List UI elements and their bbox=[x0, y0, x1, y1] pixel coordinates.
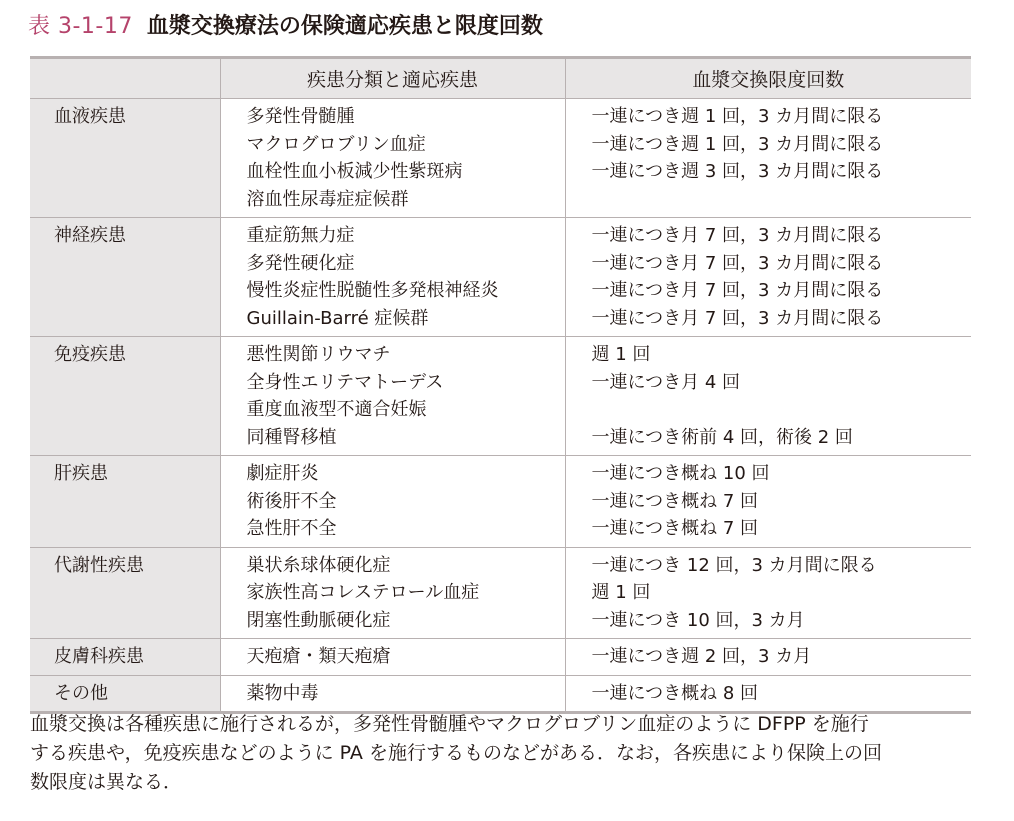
limit-text: 週 1 回 bbox=[591, 582, 651, 603]
disease-name: Guillain-Barré 症候群 bbox=[246, 307, 429, 329]
insurance-table bbox=[30, 56, 971, 714]
category-label: 肝疾患 bbox=[54, 463, 108, 484]
disease-name: 慢性炎症性脱髄性多発根神経炎 bbox=[246, 280, 499, 301]
table-title-text: 血漿交換療法の保険適応疾患と限度回数 bbox=[146, 14, 543, 39]
limit-text: 一連につき概ね 10 回 bbox=[591, 463, 770, 484]
table-row bbox=[30, 675, 971, 713]
disease-name: 急性肝不全 bbox=[246, 518, 337, 539]
table-row bbox=[30, 456, 971, 548]
table-row bbox=[30, 218, 971, 337]
header-diseases: 疾患分類と適応疾患 bbox=[220, 58, 565, 99]
table-row bbox=[30, 639, 971, 676]
limit-cell bbox=[565, 547, 971, 639]
disease-cell bbox=[220, 639, 565, 676]
limit-text: 一連につき週 3 回，3 カ月間に限る bbox=[591, 161, 884, 182]
disease-name: 重症筋無力症 bbox=[246, 225, 355, 246]
limit-text: 一連につき概ね 7 回 bbox=[591, 490, 759, 512]
limit-cell bbox=[565, 639, 971, 676]
limit-text: 一連につき週 2 回，3 カ月 bbox=[591, 646, 812, 667]
caption-line: 血漿交換は各種疾患に施行されるが，多発性骨髄腫やマクログロブリン血症のように DFPP を施行 bbox=[30, 713, 869, 735]
limit-cell bbox=[565, 99, 971, 218]
disease-name: 閉塞性動脈硬化症 bbox=[246, 609, 391, 631]
disease-cell bbox=[220, 456, 565, 548]
limit-text: 一連につき術前 4 回，術後 2 回 bbox=[591, 426, 853, 448]
disease-name: 多発性骨髄腫 bbox=[246, 106, 355, 127]
disease-cell bbox=[220, 547, 565, 639]
disease-cell bbox=[220, 218, 565, 337]
disease-name: 溶血性尿毒症症候群 bbox=[246, 188, 409, 210]
limit-text bbox=[592, 186, 972, 214]
limit-text: 一連につき週 1 回，3 カ月間に限る bbox=[591, 133, 884, 155]
disease-name: 重度血液型不適合妊娠 bbox=[246, 399, 427, 420]
disease-name: 多発性硬化症 bbox=[246, 252, 355, 274]
disease-name: 劇症肝炎 bbox=[246, 463, 319, 484]
limit-text: 一連につき月 7 回，3 カ月間に限る bbox=[591, 307, 884, 329]
table-row bbox=[30, 99, 971, 218]
category-cell bbox=[30, 456, 220, 548]
caption-line: 数限度は異なる． bbox=[30, 771, 183, 793]
disease-name: 全身性エリテマトーデス bbox=[246, 371, 444, 393]
category-label: 皮膚科疾患 bbox=[54, 646, 144, 667]
category-cell bbox=[30, 337, 220, 456]
limit-text: 一連につき月 7 回，3 カ月間に限る bbox=[591, 252, 884, 274]
category-cell bbox=[30, 639, 220, 676]
disease-name: 巣状糸球体硬化症 bbox=[246, 554, 391, 576]
disease-name: 家族性高コレステロール血症 bbox=[246, 582, 480, 603]
header-limits: 血漿交換限度回数 bbox=[565, 58, 971, 99]
disease-cell bbox=[220, 99, 565, 218]
limit-text: 一連につき 12 回，3 カ月間に限る bbox=[591, 554, 877, 576]
table-body bbox=[30, 99, 971, 713]
limit-cell bbox=[565, 456, 971, 548]
limit-text: 一連につき月 7 回，3 カ月間に限る bbox=[591, 280, 884, 301]
limit-text: 一連につき月 7 回，3 カ月間に限る bbox=[591, 225, 884, 246]
disease-name: 血栓性血小板減少性紫斑病 bbox=[246, 161, 463, 182]
limit-text: 一連につき概ね 7 回 bbox=[591, 518, 759, 539]
table-number: 表 3-1-17 bbox=[28, 14, 133, 39]
limit-text: 一連につき月 4 回 bbox=[591, 371, 741, 393]
category-cell bbox=[30, 99, 220, 218]
disease-name: マクログロブリン血症 bbox=[246, 133, 426, 155]
category-cell bbox=[30, 218, 220, 337]
limit-text: 一連につき概ね 8 回 bbox=[591, 682, 759, 704]
category-cell bbox=[30, 547, 220, 639]
limit-text: 週 1 回 bbox=[591, 344, 651, 365]
disease-name: 術後肝不全 bbox=[246, 490, 337, 512]
limit-cell bbox=[565, 675, 971, 713]
table-title bbox=[28, 12, 543, 42]
category-cell bbox=[30, 675, 220, 713]
disease-name: 同種腎移植 bbox=[246, 426, 337, 448]
table-row bbox=[30, 547, 971, 639]
limit-text bbox=[592, 396, 972, 424]
limit-cell bbox=[565, 218, 971, 337]
disease-cell bbox=[220, 337, 565, 456]
disease-name: 悪性関節リウマチ bbox=[246, 344, 391, 365]
disease-cell bbox=[220, 675, 565, 713]
limit-cell bbox=[565, 337, 971, 456]
disease-name: 天疱瘡・類天疱瘡 bbox=[246, 646, 391, 667]
caption-line: する疾患や，免疫疾患などのように PA を施行するものなどがある．なお，各疾患により保険上の回 bbox=[30, 742, 882, 764]
category-label: 血液疾患 bbox=[54, 106, 126, 127]
category-label: その他 bbox=[54, 682, 108, 704]
category-label: 代謝性疾患 bbox=[54, 554, 144, 576]
limit-text: 一連につき週 1 回，3 カ月間に限る bbox=[591, 106, 884, 127]
category-label: 免疫疾患 bbox=[54, 344, 126, 365]
disease-name: 薬物中毒 bbox=[246, 682, 319, 704]
limit-text: 一連につき 10 回，3 カ月 bbox=[591, 609, 805, 631]
table-header bbox=[30, 58, 971, 99]
table-row bbox=[30, 337, 971, 456]
caption bbox=[30, 710, 980, 797]
category-label: 神経疾患 bbox=[54, 225, 126, 246]
header-category bbox=[30, 58, 220, 99]
